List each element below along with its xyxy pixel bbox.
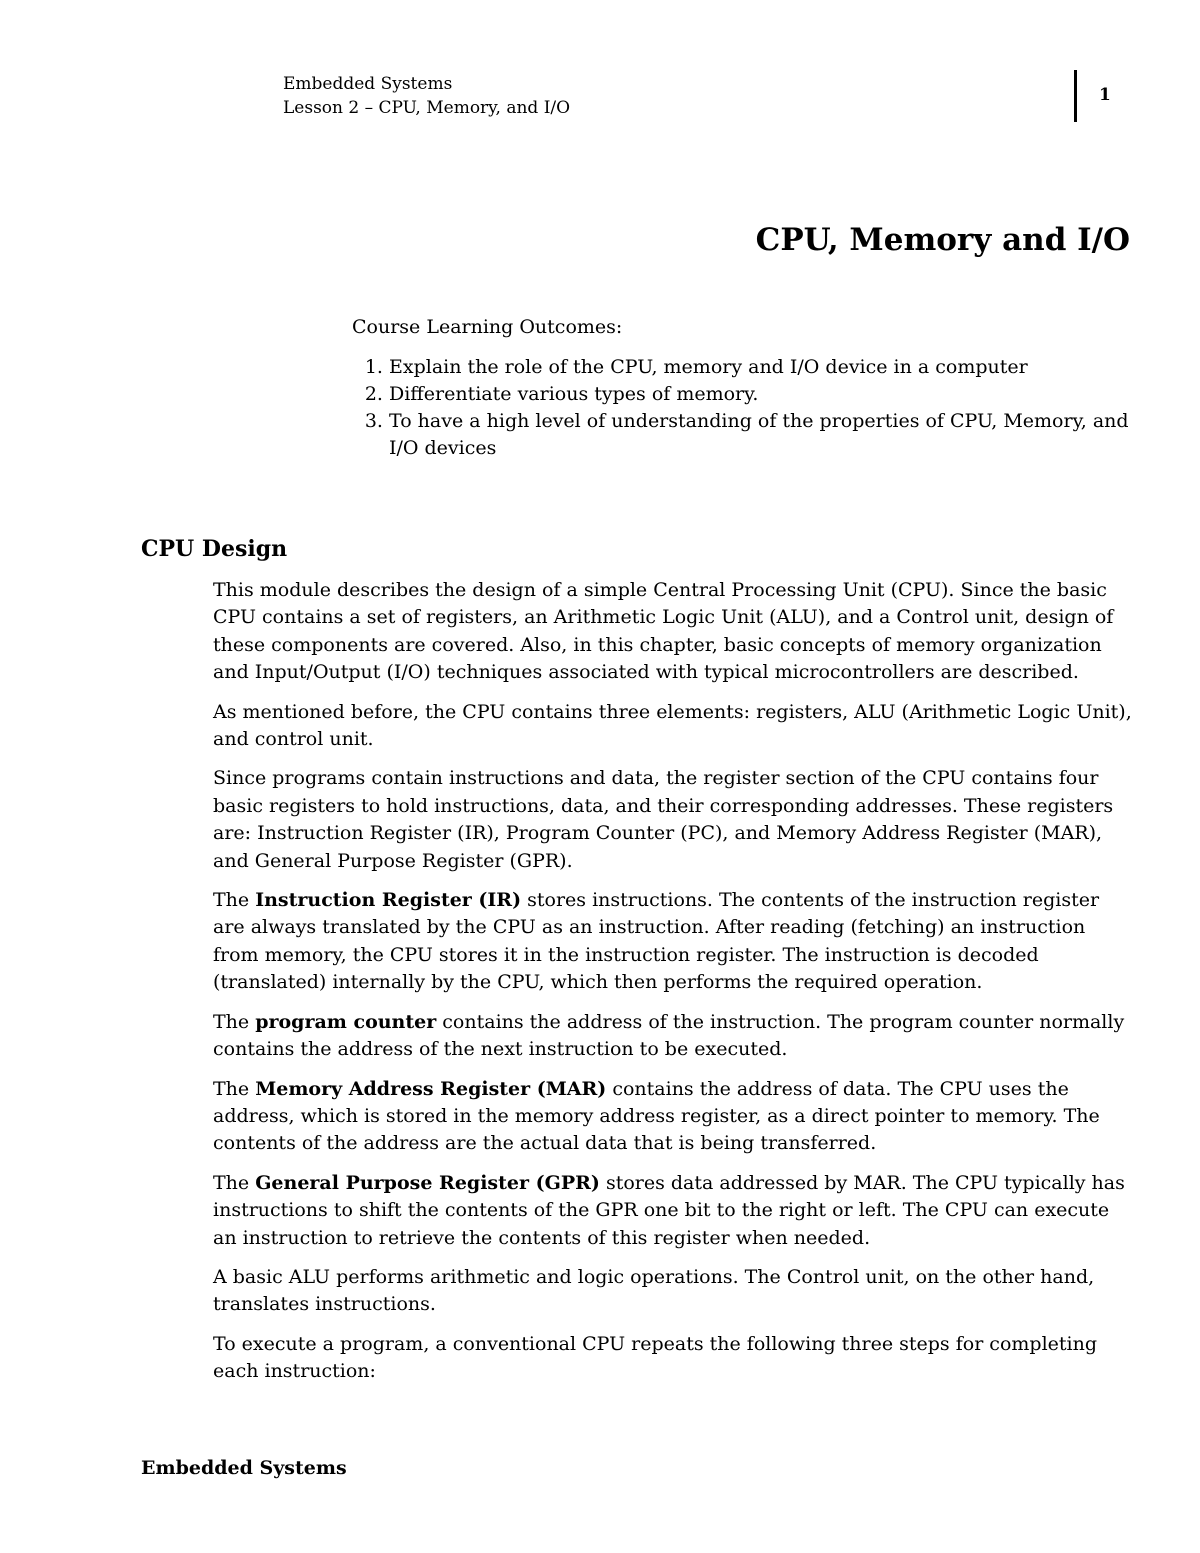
header-course: Embedded Systems: [283, 74, 453, 94]
term-instruction-register: Instruction Register (IR): [255, 889, 522, 912]
list-item: 2. Differentiate various types of memory.: [389, 381, 1132, 408]
text-span: stores instructions. The contents of the instruction register are always translated by the CPU as an instruction. After reading (fetching) an instruction from memory, the CPU stores it in the instruction register. The instruction is decoded (translated) internally by the CPU, which then performs the required operation.: [213, 889, 1100, 994]
paragraph: [213, 1009, 1135, 1064]
paragraph: As mentioned before, the CPU contains three elements: registers, ALU (Arithmetic Logic Unit), and control unit.: [213, 700, 1132, 751]
paragraph: This module describes the design of a simple Central Processing Unit (CPU). Since the basic CPU contains a set of registers, an Arithmetic Logic Unit (ALU), and a Control unit, design of these components are covered. Also, in this chapter, basic concepts of memory organization and Input/Output (I/O) techniques associated with typical microcontrollers are described.: [213, 579, 1114, 684]
document-title: CPU, Memory and I/O: [755, 222, 1130, 258]
header-divider: [1074, 70, 1077, 122]
text-span: contains the address of data. The CPU uses the address, which is stored in the memory address register, as a direct pointer to memory. The contents of the address are the actual data that is being transferred.: [213, 1077, 1100, 1155]
text-span: contains the address of the instruction. The program counter normally contains the address of the next instruction to be executed.: [213, 1010, 1125, 1061]
term-general-purpose-register: General Purpose Register (GPR): [255, 1171, 600, 1194]
outcomes-intro: Course Learning Outcomes:: [352, 316, 623, 338]
text-span: The: [213, 889, 256, 912]
list-item: 3. To have a high level of understanding of the properties of CPU, Memory, and I/O devices: [389, 408, 1132, 462]
text-span: The: [213, 1010, 256, 1033]
term-program-counter: program counter: [255, 1010, 437, 1033]
text-span: The: [213, 1077, 256, 1100]
paragraph: [213, 887, 1135, 997]
paragraph: [213, 1170, 1135, 1252]
paragraph: A basic ALU performs arithmetic and logic operations. The Control unit, on the other hand, translates instructions.: [213, 1265, 1095, 1316]
text-span: The: [213, 1171, 256, 1194]
page-header: [283, 72, 570, 120]
paragraph: To execute a program, a conventional CPU repeats the following three steps for completing each instruction:: [213, 1332, 1098, 1383]
paragraph: Since programs contain instructions and data, the register section of the CPU contains four basic registers to hold instructions, data, and their corresponding addresses. These registers are: Instruction Register (IR), Program Counter (PC), and Memory Address Register (MAR), and General Purpose Register (GPR).: [213, 767, 1114, 872]
outcomes-list: [352, 354, 1132, 462]
learning-outcomes: [352, 314, 1132, 462]
term-memory-address-register: Memory Address Register (MAR): [255, 1077, 607, 1100]
section-heading: CPU Design: [141, 536, 288, 562]
header-lesson: Lesson 2 – CPU, Memory, and I/O: [283, 98, 571, 118]
page-footer: Embedded Systems: [141, 1457, 347, 1479]
text-span: stores data addressed by MAR. The CPU typically has instructions to shift the contents of the GPR one bit to the right or left. The CPU can execute an instruction to retrieve the contents of this register when needed.: [213, 1171, 1125, 1249]
page-number: 1: [1099, 85, 1111, 105]
section-body: [213, 577, 1135, 1398]
list-item: 1. Explain the role of the CPU, memory and I/O device in a computer: [389, 354, 1132, 381]
paragraph: [213, 1076, 1135, 1158]
